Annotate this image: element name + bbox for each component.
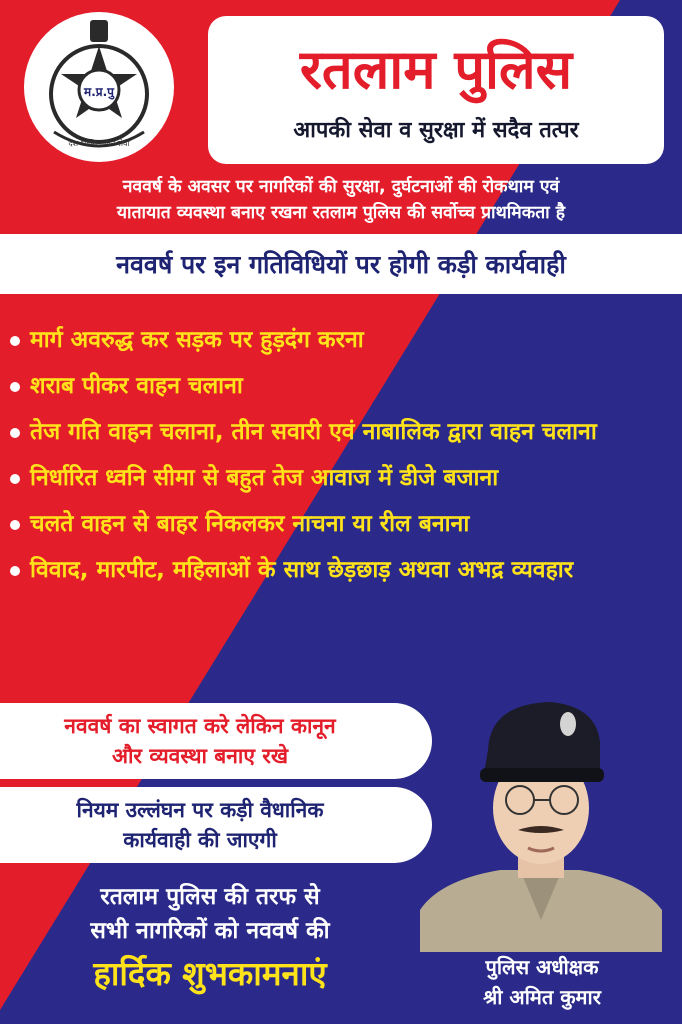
- warning-note: [0, 787, 432, 863]
- intro-line-2: यातायात व्यवस्था बनाए रखना रतलाम पुलिस की सर्वोच्च प्राथमिकता है: [116, 203, 566, 223]
- greeting-text: [10, 880, 410, 948]
- officer-name: श्री अमित कुमार: [483, 985, 601, 1009]
- activity-text: शराब पीकर वाहन चलाना: [30, 373, 243, 399]
- action-banner: [0, 234, 682, 294]
- poster-title: रतलाम पुलिस: [299, 38, 573, 101]
- list-item: [10, 504, 675, 544]
- list-item: [10, 550, 675, 590]
- greeting-line-2: सभी नागरिकों को नववर्ष की: [90, 918, 330, 944]
- list-item: [10, 412, 675, 452]
- mp-police-logo: [24, 12, 174, 162]
- intro-line-1: नववर्ष के अवसर पर नागरिकों की सुरक्षा, दुर्घटनाओं की रोकथाम एवं: [122, 177, 560, 197]
- logo-motto-text: देश भक्ति · जन सेवा: [68, 139, 130, 148]
- list-item: [10, 458, 675, 498]
- activity-text: निर्धारित ध्वनि सीमा से बहुत तेज आवाज में डीजे बजाना: [30, 465, 499, 491]
- bullet-icon: [10, 520, 20, 530]
- prohibited-activities-list: [10, 320, 675, 596]
- action-banner-text: नववर्ष पर इन गतिविधियों पर होगी कड़ी कार्यवाही: [116, 250, 566, 279]
- welcome-line-1: नववर्ष का स्वागत करे लेकिन कानून: [64, 714, 336, 738]
- welcome-line-2: और व्यवस्था बनाए रखे: [111, 744, 289, 768]
- welcome-note: [0, 703, 432, 779]
- officer-designation: पुलिस अधीक्षक: [485, 955, 599, 979]
- bullet-icon: [10, 336, 20, 346]
- poster-subtitle: आपकी सेवा व सुरक्षा में सदैव तत्पर: [293, 118, 579, 143]
- logo-emblem-text: म.प्र.पु: [84, 85, 114, 99]
- list-item: [10, 320, 675, 360]
- list-item: [10, 366, 675, 406]
- bullet-icon: [10, 428, 20, 438]
- activity-text: विवाद, मारपीट, महिलाओं के साथ छेड़छाड़ अथवा अभद्र व्यवहार: [30, 557, 574, 583]
- greeting-headline: हार्दिक शुभकामनाएं: [93, 954, 327, 993]
- title-box: [208, 16, 664, 164]
- intro-text: [8, 174, 674, 226]
- greeting-line-1: रतलाम पुलिस की तरफ से: [100, 884, 320, 910]
- officer-photo: [400, 690, 682, 952]
- bullet-icon: [10, 382, 20, 392]
- bullet-icon: [10, 566, 20, 576]
- activity-text: चलते वाहन से बाहर निकलकर नाचना या रील बनाना: [30, 511, 470, 537]
- activity-text: मार्ग अवरुद्ध कर सड़क पर हुड़दंग करना: [30, 327, 364, 353]
- warning-line-1: नियम उल्लंघन पर कड़ी वैधानिक: [76, 798, 324, 822]
- bullet-icon: [10, 474, 20, 484]
- warning-line-2: कार्यवाही की जाएगी: [123, 828, 277, 852]
- officer-signature: [422, 952, 662, 1012]
- activity-text: तेज गति वाहन चलाना, तीन सवारी एवं नाबालिक द्वारा वाहन चलाना: [30, 419, 597, 445]
